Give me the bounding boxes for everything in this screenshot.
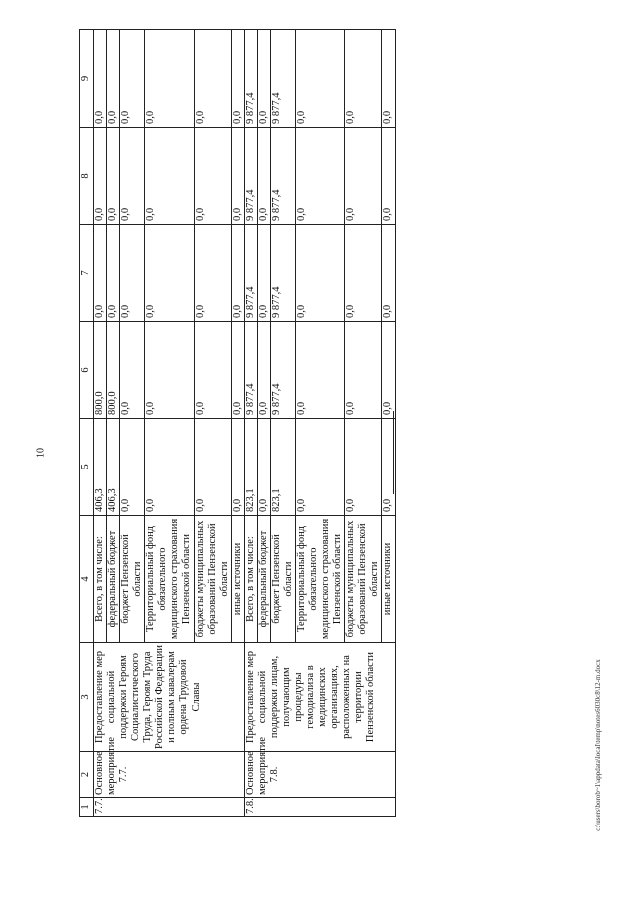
- value-cell: 0,0: [94, 128, 107, 225]
- value-cell: 0,0: [231, 419, 244, 516]
- value-cell: 0,0: [145, 30, 194, 128]
- header-cell: 5: [80, 419, 94, 516]
- value-cell: 0,0: [257, 128, 270, 225]
- entry-type: Основное мероприятие 7.7.: [94, 752, 245, 798]
- value-cell: 0,0: [345, 322, 382, 419]
- header-cell: 4: [80, 516, 94, 643]
- value-cell: 9 877,4: [244, 322, 257, 419]
- entry-number: 7.8.: [244, 798, 395, 817]
- value-cell: 0,0: [120, 322, 145, 419]
- value-cell: 9 877,4: [270, 128, 295, 225]
- funding-source: Всего, в том числе:: [94, 516, 107, 643]
- header-cell: 3: [80, 643, 94, 752]
- funding-source: Всего, в том числе:: [244, 516, 257, 643]
- value-cell: 823,1: [270, 419, 295, 516]
- header-row: [80, 30, 94, 817]
- value-cell: 406,3: [94, 419, 107, 516]
- value-cell: 800,0: [107, 322, 120, 419]
- funding-source: иные источники: [231, 516, 244, 643]
- value-cell: 0,0: [382, 419, 395, 516]
- value-cell: 9 877,4: [270, 225, 295, 322]
- value-cell: 0,0: [296, 225, 345, 322]
- value-cell: 0,0: [194, 30, 231, 128]
- funding-source: Территориальный фонд обязательного медицинского страхования Пензенской области: [145, 516, 194, 643]
- value-cell: 0,0: [257, 419, 270, 516]
- value-cell: 0,0: [194, 128, 231, 225]
- table-row: [244, 30, 257, 817]
- value-cell: 800,0: [94, 322, 107, 419]
- header-cell: 2: [80, 752, 94, 798]
- funding-source: бюджеты муниципальных образований Пензенской области: [194, 516, 231, 643]
- entry-title: Предоставление мер социальной поддержки Героям Социалистического Труда, Героям Труда Российской Федерации и полным кавалерам ордена Трудовой Славы: [94, 643, 245, 752]
- value-cell: 0,0: [382, 322, 395, 419]
- funding-table: [79, 29, 396, 817]
- value-cell: 0,0: [231, 322, 244, 419]
- value-cell: 0,0: [296, 30, 345, 128]
- footer-file-path: c:\users\borob~1\appdata\local\temp\notes6030c8\12-m.docx: [594, 659, 602, 831]
- value-cell: 9 877,4: [244, 128, 257, 225]
- value-cell: 0,0: [382, 128, 395, 225]
- value-cell: 0,0: [231, 128, 244, 225]
- value-cell: 9 877,4: [244, 30, 257, 128]
- value-cell: 9 877,4: [270, 322, 295, 419]
- value-cell: 0,0: [345, 225, 382, 322]
- header-cell: 1: [80, 798, 94, 817]
- funding-source: федеральный бюджет: [257, 516, 270, 643]
- value-cell: 823,1: [244, 419, 257, 516]
- funding-source: Территориальный фонд обязательного медицинского страхования Пензенской области: [296, 516, 345, 643]
- header-cell: 8: [80, 128, 94, 225]
- value-cell: 0,0: [194, 225, 231, 322]
- value-cell: 0,0: [120, 419, 145, 516]
- value-cell: 0,0: [145, 225, 194, 322]
- value-cell: 9 877,4: [270, 30, 295, 128]
- value-cell: 0,0: [94, 225, 107, 322]
- value-cell: 0,0: [120, 225, 145, 322]
- value-cell: 0,0: [345, 30, 382, 128]
- value-cell: 0,0: [345, 419, 382, 516]
- rotated-table-container: [79, 30, 394, 817]
- value-cell: 0,0: [231, 225, 244, 322]
- value-cell: 0,0: [257, 322, 270, 419]
- value-cell: 0,0: [145, 322, 194, 419]
- value-cell: 0,0: [107, 128, 120, 225]
- funding-source: федеральный бюджет: [107, 516, 120, 643]
- entry-number: 7.7.: [94, 798, 245, 817]
- value-cell: 0,0: [145, 419, 194, 516]
- funding-source: бюджеты муниципальных образований Пензенской области: [345, 516, 382, 643]
- value-cell: 0,0: [257, 225, 270, 322]
- table-row: [94, 30, 107, 817]
- value-cell: 0,0: [145, 128, 194, 225]
- header-cell: 9: [80, 30, 94, 128]
- value-cell: 406,3: [107, 419, 120, 516]
- value-cell: 0,0: [296, 419, 345, 516]
- funding-source: иные источники: [382, 516, 395, 643]
- funding-source: бюджет Пензенской области: [270, 516, 295, 643]
- value-cell: 0,0: [382, 30, 395, 128]
- value-cell: 0,0: [194, 322, 231, 419]
- value-cell: 9 877,4: [244, 225, 257, 322]
- value-cell: 0,0: [107, 225, 120, 322]
- header-cell: 6: [80, 322, 94, 419]
- value-cell: 0,0: [345, 128, 382, 225]
- entry-title: Предоставление мер социальной поддержки лицам, получающим процедуры гемодиализа в медицинских организациях, расположенных на территории Пензенской области: [244, 643, 395, 752]
- value-cell: 0,0: [194, 419, 231, 516]
- value-cell: 0,0: [296, 322, 345, 419]
- value-cell: 0,0: [120, 30, 145, 128]
- value-cell: 0,0: [120, 128, 145, 225]
- value-cell: 0,0: [107, 30, 120, 128]
- value-cell: 0,0: [382, 225, 395, 322]
- header-cell: 7: [80, 225, 94, 322]
- value-cell: 0,0: [94, 30, 107, 128]
- funding-source: бюджет Пензенской области: [120, 516, 145, 643]
- page-number: 10: [35, 448, 47, 458]
- entry-type: Основное мероприятие 7.8.: [244, 752, 395, 798]
- value-cell: 0,0: [296, 128, 345, 225]
- value-cell: 0,0: [231, 30, 244, 128]
- value-cell: 0,0: [257, 30, 270, 128]
